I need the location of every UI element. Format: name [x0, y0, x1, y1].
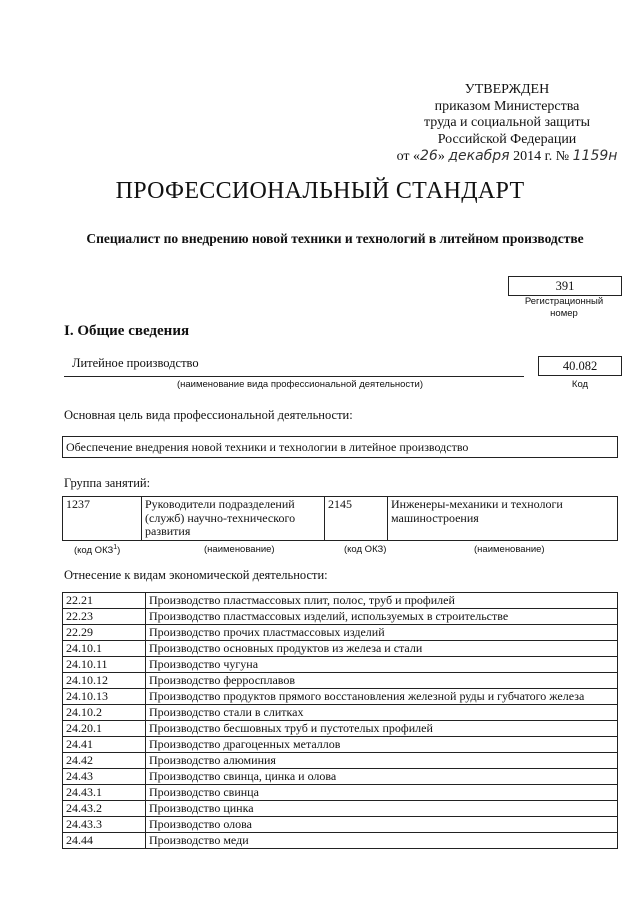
- econ-row: [63, 641, 618, 657]
- econ-code: 24.10.1: [63, 641, 146, 657]
- code-caption: Код: [571, 379, 589, 390]
- econ-code: 24.44: [63, 833, 146, 849]
- occupation-code-2: 2145: [325, 497, 388, 541]
- econ-row: [63, 817, 618, 833]
- registration-number: 391: [508, 276, 622, 296]
- date-month: декабря: [448, 148, 510, 164]
- econ-name: Производство свинца, цинка и олова: [146, 769, 618, 785]
- registration-caption-line2: номер: [550, 308, 578, 319]
- econ-code: 24.10.2: [63, 705, 146, 721]
- approval-block: [392, 82, 622, 166]
- econ-row: [63, 705, 618, 721]
- registration-caption: [500, 296, 628, 320]
- date-year: 2014 г. №: [513, 149, 570, 164]
- occupations-label: Группа занятий:: [64, 476, 151, 490]
- econ-code: 24.20.1: [63, 721, 146, 737]
- econ-code: 22.29: [63, 625, 146, 641]
- occ-caption-code2: (код ОКЗ): [344, 544, 387, 555]
- econ-row: [63, 625, 618, 641]
- econ-name: Производство алюминия: [146, 753, 618, 769]
- econ-row: [63, 657, 618, 673]
- econ-name: Производство основных продуктов из железа и стали: [146, 641, 618, 657]
- registration-caption-line1: Регистрационный: [524, 296, 604, 307]
- occ-caption-code1-end: ): [117, 545, 121, 557]
- approval-line-3: труда и социальной защиты: [424, 115, 590, 130]
- econ-row: [63, 673, 618, 689]
- occ-caption-code1-sup: 1: [113, 544, 118, 551]
- date-day: 26: [420, 148, 438, 164]
- occ-caption-code1-text: (код ОКЗ: [74, 545, 114, 557]
- econ-row: [63, 689, 618, 705]
- occupation-name-2: Инженеры-механики и технологи машиностроения: [388, 497, 618, 541]
- occupation-code-1: 1237: [63, 497, 142, 541]
- econ-name: Производство драгоценных металлов: [146, 737, 618, 753]
- econ-code: 24.43.1: [63, 785, 146, 801]
- econ-code: 24.43.2: [63, 801, 146, 817]
- econ-code: 24.10.11: [63, 657, 146, 673]
- occ-caption-name1: (наименование): [204, 544, 275, 555]
- econ-name: Производство меди: [146, 833, 618, 849]
- econ-name: Производство пластмассовых плит, полос, труб и профилей: [146, 593, 618, 609]
- econ-row: [63, 737, 618, 753]
- econ-name: Производство продуктов прямого восстановления железной руды и губчатого железа: [146, 689, 618, 705]
- activity-caption: (наименование вида профессиональной деятельности): [176, 379, 424, 390]
- section-heading: I. Общие сведения: [64, 323, 190, 339]
- date-prefix: от «: [396, 149, 420, 164]
- econ-table: [62, 592, 618, 849]
- econ-name: Производство бесшовных труб и пустотелых профилей: [146, 721, 618, 737]
- econ-code: 24.43.3: [63, 817, 146, 833]
- activity-underline: [64, 376, 524, 377]
- econ-row: [63, 833, 618, 849]
- econ-code: 22.21: [63, 593, 146, 609]
- econ-row: [63, 721, 618, 737]
- econ-name: Производство свинца: [146, 785, 618, 801]
- econ-name: Производство ферросплавов: [146, 673, 618, 689]
- goal-text: Обеспечение внедрения новой техники и технологии в литейное производство: [62, 436, 618, 458]
- order-number: 1159н: [572, 148, 618, 164]
- activity-code: 40.082: [538, 356, 622, 376]
- occupations-table: [62, 496, 618, 541]
- econ-name: Производство прочих пластмассовых изделий: [146, 625, 618, 641]
- econ-name: Производство чугуна: [146, 657, 618, 673]
- approval-line-1: УТВЕРЖДЕН: [464, 82, 550, 97]
- econ-row: [63, 801, 618, 817]
- econ-name: Производство цинка: [146, 801, 618, 817]
- econ-label: Отнесение к видам экономической деятельности:: [64, 568, 328, 582]
- occupation-name-1: Руководители подразделений (служб) научно-технического развития: [142, 497, 325, 541]
- econ-row: [63, 785, 618, 801]
- econ-code: 24.42: [63, 753, 146, 769]
- activity-name: Литейное производство: [72, 356, 199, 370]
- approval-date-line: [392, 148, 622, 166]
- econ-row: [63, 753, 618, 769]
- approval-line-4: Российской Федерации: [437, 131, 577, 147]
- econ-code: 24.10.12: [63, 673, 146, 689]
- goal-label: Основная цель вида профессиональной деятельности:: [64, 408, 353, 422]
- econ-row: [63, 769, 618, 785]
- econ-code: 24.10.13: [63, 689, 146, 705]
- econ-row: [63, 609, 618, 625]
- approval-line-2: приказом Министерства: [434, 98, 580, 114]
- occupations-row: [63, 497, 618, 541]
- econ-code: 22.23: [63, 609, 146, 625]
- date-sep: »: [437, 149, 445, 164]
- econ-row: [63, 593, 618, 609]
- occ-caption-code1: [74, 544, 120, 556]
- econ-name: Производство стали в слитках: [146, 705, 618, 721]
- page-title: ПРОФЕССИОНАЛЬНЫЙ СТАНДАРТ: [115, 178, 525, 204]
- page-subtitle: Специалист по внедрению новой техники и технологий в литейном производстве: [86, 231, 584, 246]
- econ-name: Производство олова: [146, 817, 618, 833]
- occ-caption-name2: (наименование): [474, 544, 545, 555]
- econ-name: Производство пластмассовых изделий, используемых в строительстве: [146, 609, 618, 625]
- econ-code: 24.43: [63, 769, 146, 785]
- econ-code: 24.41: [63, 737, 146, 753]
